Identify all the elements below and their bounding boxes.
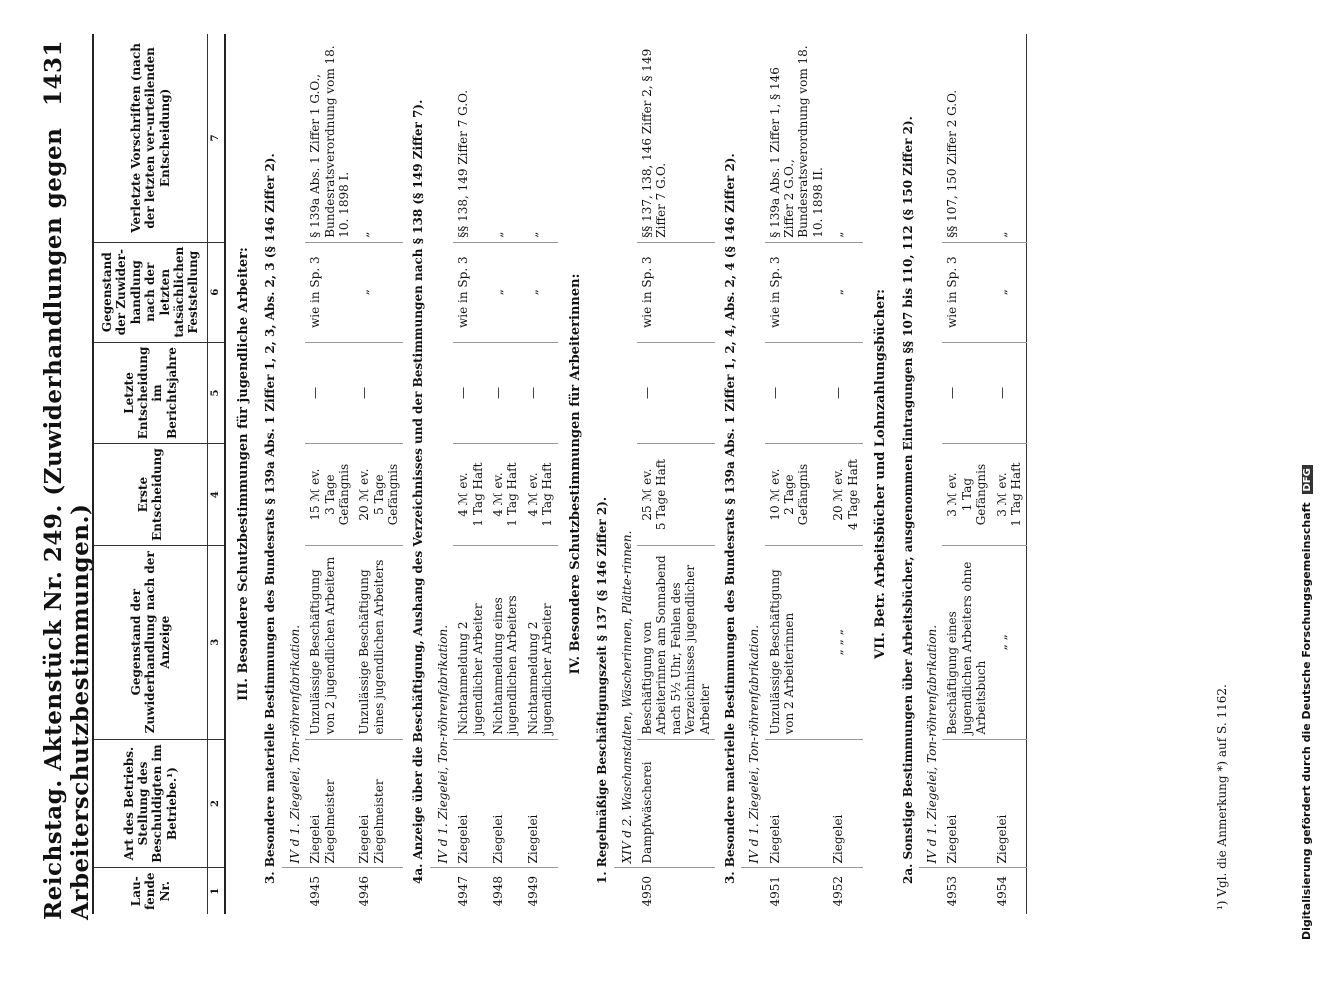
dfg-logo-icon: DFG [1302, 465, 1313, 494]
cell-letzte: — [828, 342, 863, 444]
cell-vorschriften: „ [992, 34, 1027, 242]
col-header-betrieb: Art des Betriebs. Stellung des Beschuldigten im Betriebe.¹) [93, 739, 207, 868]
cell-betrieb: Ziegelei [828, 739, 863, 868]
industry-group: IV d 1. Ziegelei, Ton-röhrenfabrikation. [741, 34, 764, 868]
credit-text: Digitalisierung gefördert durch die Deutsche Forschungsgemeinschaft [1300, 502, 1313, 940]
cell-letzte: — [453, 342, 488, 444]
cell-betrieb: Ziegelei [453, 739, 488, 868]
cell-feststellung: „ [523, 242, 558, 342]
cell-vorschriften: § 139a Abs. 1 Ziffer 1 G.O., Bundesratsverordnung vom 18. 10. 1898 I. [305, 34, 354, 242]
cell-letzte: — [637, 342, 715, 444]
table-row [354, 34, 403, 914]
cell-vorschriften: §§ 138, 149 Ziffer 7 G.O. [453, 34, 488, 242]
cell-feststellung: wie in Sp. 3 [942, 242, 991, 342]
cell-feststellung: „ [488, 242, 523, 342]
cell-letzte: — [305, 342, 354, 444]
cell-gegenstand: Unzulässige Beschäftigung von 2 jugendlichen Arbeitern [305, 545, 354, 739]
col-header-erste: Erste Entscheidung [93, 444, 207, 546]
subsection-title: 3. Besondere materielle Bestimmungen des Bundesrats § 139a Abs. 1 Ziffer 1, 2, 3, Abs. 2, 3 (§ 146 Ziffer 2). [263, 153, 278, 884]
table-row [523, 34, 558, 914]
cell-feststellung: wie in Sp. 3 [765, 242, 829, 342]
industry-group: XIV d 2. Waschanstalten, Wäscherinnen, Plätte-rinnen. [614, 34, 637, 868]
col-number: 6 [207, 242, 225, 342]
cell-gegenstand: „ „ [992, 545, 1027, 739]
cell-letzte: — [488, 342, 523, 444]
page-header [40, 40, 94, 920]
cell-erste: 4 ℳ ev. 1 Tag Haft [488, 444, 523, 546]
cell-gegenstand: „ „ „ [828, 545, 863, 739]
cell-gegenstand: Nichtanmeldung 2 jugendlicher Arbeiter [453, 545, 488, 739]
violations-table [92, 34, 1027, 914]
cell-erste: 4 ℳ ev. 1 Tag Haft [453, 444, 488, 546]
cell-betrieb: Ziegelei [488, 739, 523, 868]
cell-betrieb: Ziegelei [942, 739, 991, 868]
col-number: 4 [207, 444, 225, 546]
cell-vorschriften: §§ 137, 138, 146 Ziffer 2, § 149 Ziffer 7 G.O. [637, 34, 715, 242]
footnote: ¹) Vgl. die Anmerkung *) auf S. 1162. [1215, 684, 1229, 910]
cell-erste: 10 ℳ ev. 2 Tage Gefängnis [765, 444, 829, 546]
page-title: Reichstag. Aktenstück Nr. 249. (Zuwiderhandlungen gegen Arbeiterschutzbestimmungen.) [40, 127, 94, 920]
col-number: 7 [207, 34, 225, 242]
cell-erste: 20 ℳ ev. 5 Tage Gefängnis [354, 444, 403, 546]
column-number-row [207, 34, 225, 914]
cell-vorschriften: § 139a Abs. 1 Ziffer 1, § 146 Ziffer 2 G.O., Bundesratsverordnung vom 18. 10. 1898 II. [765, 34, 829, 242]
cell-vorschriften: „ [488, 34, 523, 242]
cell-gegenstand: Beschäftigung eines jugendlichen Arbeiters ohne Arbeitsbuch [942, 545, 991, 739]
table-row [942, 34, 991, 914]
industry-group: IV d 1. Ziegelei, Ton-röhrenfabrikation. [430, 34, 453, 868]
cell-vorschriften: §§ 107, 150 Ziffer 2 G.O. [942, 34, 991, 242]
subsection-title: 2a. Sonstige Bestimmungen über Arbeitsbücher, ausgenommen Eintragungen §§ 107 bis 110, 112 (§ 150 Ziffer 2). [900, 116, 915, 884]
cell-gegenstand: Nichtanmeldung eines jugendlichen Arbeiters [488, 545, 523, 739]
cell-erste: 3 ℳ ev. 1 Tag Haft [992, 444, 1027, 546]
table-header-row [93, 34, 207, 914]
cell-gegenstand: Beschäftigung von Arbeiterinnen am Sonnabend nach 5½ Uhr, Fehlen des Verzeichnisses jugendlicher Arbeiter [637, 545, 715, 739]
col-number: 5 [207, 342, 225, 444]
industry-group: IV d 1. Ziegelei, Ton-röhrenfabrikation. [282, 34, 305, 868]
subsection-title: 1. Regelmäßige Beschäftigungszeit § 137 (§ 146 Ziffer 2). [595, 496, 610, 884]
cell-betrieb: Ziegelei [765, 739, 829, 868]
cell-feststellung: „ [828, 242, 863, 342]
table-row [453, 34, 488, 914]
table-row [488, 34, 523, 914]
cell-vorschriften: „ [828, 34, 863, 242]
cell-betrieb: Ziegelei [992, 739, 1027, 868]
digitization-credit [1300, 465, 1313, 940]
cell-nr: 4946 [357, 875, 372, 907]
section-title: III. Besondere Schutzbestimmungen für jugendliche Arbeiter: [235, 247, 251, 701]
cell-nr: 4952 [831, 875, 846, 907]
cell-feststellung: wie in Sp. 3 [453, 242, 488, 342]
col-header-nr: Lau-fende Nr. [93, 868, 207, 914]
cell-erste: 15 ℳ ev. 3 Tage Gefängnis [305, 444, 354, 546]
cell-betrieb: Ziegelei [523, 739, 558, 868]
cell-nr: 4948 [491, 875, 506, 907]
col-header-letzte: Letzte Entscheidung im Berichtsjahre [93, 342, 207, 444]
cell-letzte: — [523, 342, 558, 444]
cell-vorschriften: „ [354, 34, 403, 242]
table-row [637, 34, 715, 914]
cell-nr: 4949 [525, 875, 540, 907]
table-row [305, 34, 354, 914]
cell-letzte: — [992, 342, 1027, 444]
section-title: IV. Besondere Schutzbestimmungen für Arbeiterinnen: [567, 273, 583, 675]
col-header-vorschriften: Verletzte Vorschriften (nach der letzten ver-urteilenden Entscheidung) [93, 34, 207, 242]
page-number: 1431 [40, 40, 67, 107]
cell-nr: 4947 [456, 875, 471, 907]
cell-erste: 20 ℳ ev. 4 Tage Haft [828, 444, 863, 546]
subsection-title: 4a. Anzeige über die Beschäftigung, Aushang des Verzeichnisses und der Bestimmungen nach § 138 (§ 149 Ziffer 7). [411, 99, 426, 884]
cell-nr: 4954 [994, 875, 1009, 907]
cell-betrieb: Ziegelei Ziegelmeister [354, 739, 403, 868]
col-number: 3 [207, 545, 225, 739]
col-number: 1 [207, 868, 225, 914]
cell-erste: 3 ℳ ev. 1 Tag Gefängnis [942, 444, 991, 546]
cell-nr: 4950 [639, 875, 654, 907]
col-number: 2 [207, 739, 225, 868]
cell-erste: 4 ℳ ev. 1 Tag Haft [523, 444, 558, 546]
cell-letzte: — [942, 342, 991, 444]
col-header-gegenstand: Gegenstand der Zuwiderhandlung nach der Anzeige [93, 545, 207, 739]
cell-feststellung: wie in Sp. 3 [305, 242, 354, 342]
table-row [828, 34, 863, 914]
cell-erste: 25 ℳ ev. 5 Tage Haft [637, 444, 715, 546]
cell-letzte: — [354, 342, 403, 444]
subsection-title: 3. Besondere materielle Bestimmungen des Bundesrats § 139a Abs. 1 Ziffer 1, 2, 4, Abs. 2, 4 (§ 146 Ziffer 2). [722, 153, 737, 884]
section-title: VII. Betr. Arbeitsbücher und Lohnzahlungsbücher: [873, 289, 889, 659]
cell-betrieb: Ziegelei Ziegelmeister [305, 739, 354, 868]
cell-letzte: — [765, 342, 829, 444]
cell-vorschriften: „ [523, 34, 558, 242]
cell-feststellung: wie in Sp. 3 [637, 242, 715, 342]
cell-gegenstand: Unzulässige Beschäftigung von 2 Arbeiterinnen [765, 545, 829, 739]
table-row [765, 34, 829, 914]
col-header-feststellung: Gegenstand der Zuwider-handlung nach der letzten tatsächlichen Feststellung [93, 242, 207, 342]
cell-gegenstand: Unzulässige Beschäftigung eines jugendlichen Arbeiters [354, 545, 403, 739]
cell-nr: 4951 [767, 875, 782, 907]
industry-group: IV d 1. Ziegelei, Ton-röhrenfabrikation. [919, 34, 942, 868]
table-row [992, 34, 1027, 914]
cell-nr: 4945 [308, 875, 323, 907]
cell-feststellung: „ [354, 242, 403, 342]
cell-nr: 4953 [945, 875, 960, 907]
cell-feststellung: „ [992, 242, 1027, 342]
cell-gegenstand: Nichtanmeldung 2 jugendlicher Arbeiter [523, 545, 558, 739]
cell-betrieb: Dampfwäscherei [637, 739, 715, 868]
